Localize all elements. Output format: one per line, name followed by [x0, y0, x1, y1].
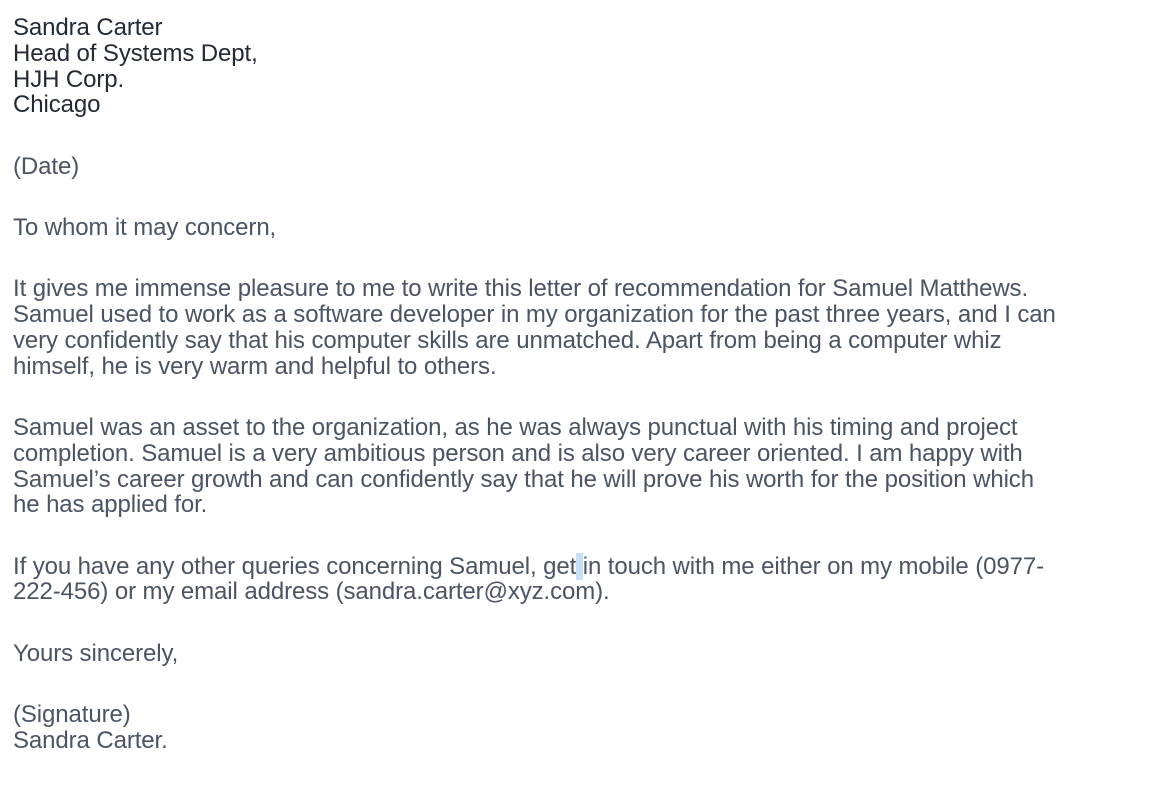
salutation: To whom it may concern, — [13, 213, 277, 241]
paragraph-line: Samuel used to work as a software developer in my organization for the past three years, and I can — [13, 301, 1056, 329]
paragraph-line: Samuel’s career growth and can confidently say that he will prove his worth for the position which — [13, 465, 1034, 493]
text-selection[interactable] — [576, 553, 583, 580]
paragraph-line: It gives me immense pleasure to me to write this letter of recommendation for Samuel Matthews. — [13, 275, 1029, 303]
salutation-block — [13, 215, 1056, 241]
body-paragraph-1 — [13, 276, 1056, 379]
sender-title: Head of Systems Dept, — [13, 39, 258, 67]
sender-company: HJH Corp. — [13, 65, 125, 93]
paragraph-line: 222-456) or my email address (sandra.carter@xyz.com). — [13, 578, 610, 606]
sender-address — [13, 15, 1056, 118]
date: (Date) — [13, 152, 80, 180]
signature-name: Sandra Carter. — [13, 726, 168, 754]
signature-label: (Signature) — [13, 701, 131, 729]
paragraph-line: completion. Samuel is a very ambitious person and is also very career oriented. I am happy with — [13, 439, 1023, 467]
body-paragraph-3 — [13, 554, 1056, 606]
paragraph-line: himself, he is very warm and helpful to others. — [13, 352, 497, 380]
paragraph-line: very confidently say that his computer skills are unmatched. Apart from being a computer whiz — [13, 326, 1002, 354]
letter-document — [13, 15, 1056, 789]
paragraph-line: he has applied for. — [13, 491, 208, 519]
text-after-selection: in touch with me either on my mobile (0977- — [582, 552, 1044, 580]
paragraph-line — [13, 554, 1056, 580]
date-block — [13, 154, 1056, 180]
sender-name: Sandra Carter — [13, 14, 163, 41]
closing-block — [13, 641, 1056, 667]
text-before-selection: If you have any other queries concerning Samuel, get — [13, 552, 577, 580]
signature-block — [13, 702, 1056, 754]
closing: Yours sincerely, — [13, 639, 179, 667]
body-paragraph-2 — [13, 415, 1056, 518]
sender-city: Chicago — [13, 91, 101, 119]
paragraph-line: Samuel was an asset to the organization, as he was always punctual with his timing and project — [13, 413, 1018, 441]
